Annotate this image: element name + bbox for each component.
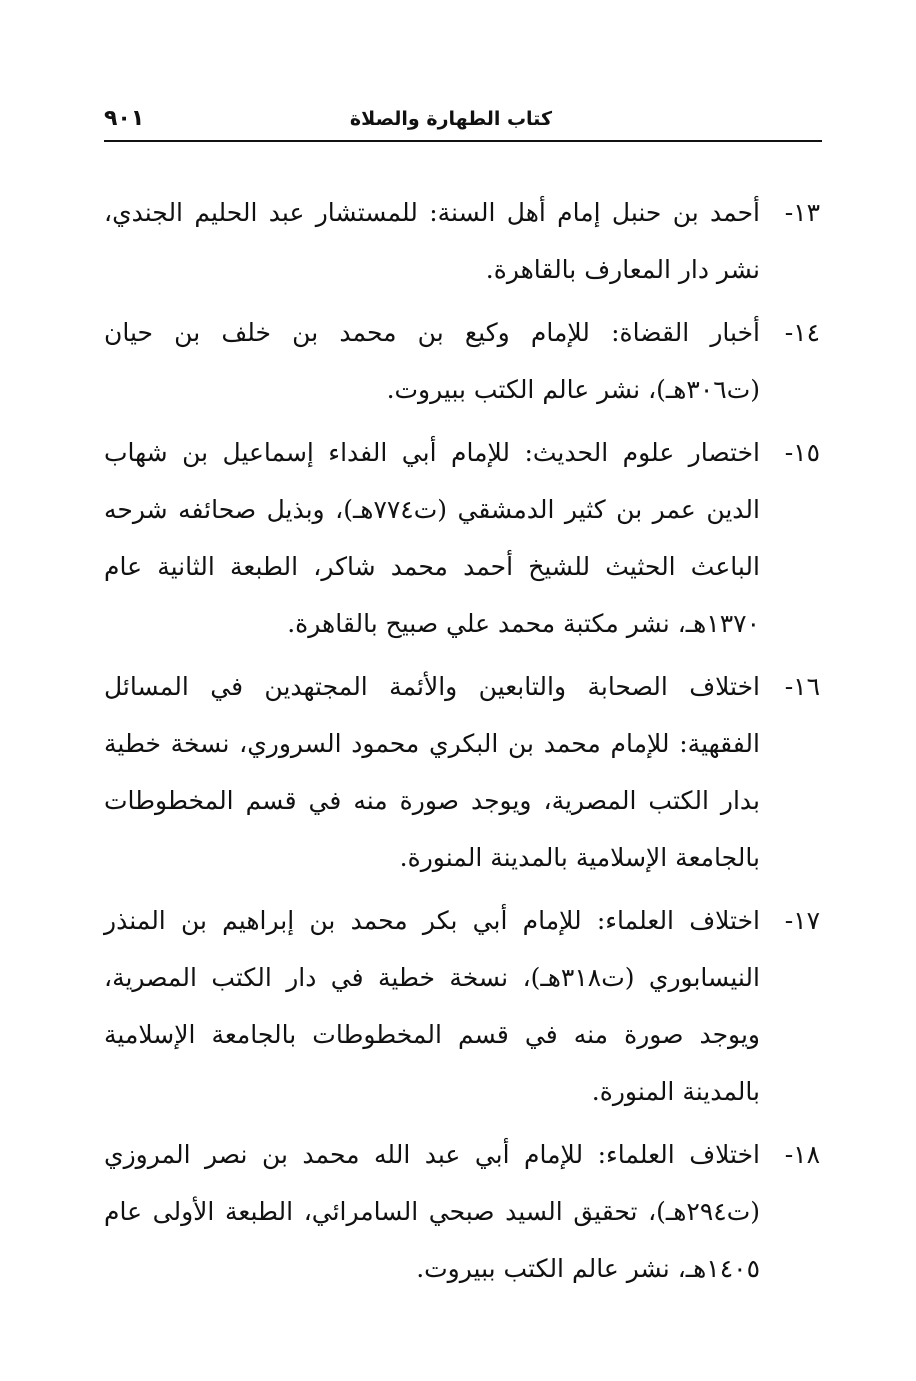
entry-number: ١٦- <box>784 672 820 701</box>
bibliography-entry <box>104 1126 820 1297</box>
bibliography-entry <box>104 304 820 418</box>
entry-number: ١٧- <box>784 906 820 935</box>
running-header-title: كتاب الطهارة والصلاة <box>349 108 552 130</box>
bibliography-entry <box>104 184 820 298</box>
bibliography-entry <box>104 424 820 652</box>
entry-number: ١٨- <box>784 1140 820 1169</box>
entry-number: ١٣- <box>784 198 820 227</box>
entry-text: اختلاف العلماء: للإمام أبي بكر محمد بن إبراهيم بن المنذر النيسابوري (ت٣١٨هـ)، نسخة خطية في دار الكتب المصرية، ويوجد صورة منه في قسم المخطوطات بالجامعة الإسلامية بالمدينة المنورة. <box>104 906 760 1106</box>
entry-text: اختلاف الصحابة والتابعين والأئمة المجتهدين في المسائل الفقهية: للإمام محمد بن البكري محمود السروري، نسخة خطية بدار الكتب المصرية، ويوجد صورة منه في قسم المخطوطات بالجامعة الإسلامية بالمدينة المنورة. <box>104 672 760 872</box>
entry-text: اختلاف العلماء: للإمام أبي عبد الله محمد بن نصر المروزي (ت٢٩٤هـ)، تحقيق السيد صبحي السامرائي، الطبعة الأولى عام ١٤٠٥هـ، نشر عالم الكتب ببيروت. <box>104 1140 760 1283</box>
running-header <box>104 103 822 139</box>
header-rule <box>104 140 822 142</box>
entry-text: اختصار علوم الحديث: للإمام أبي الفداء إسماعيل بن شهاب الدين عمر بن كثير الدمشقي (ت٧٧٤هـ)، وبذيل صحائفه شرحه الباعث الحثيث للشيخ أحمد محمد شاكر، الطبعة الثانية عام ١٣٧٠هـ، نشر مكتبة محمد علي صبيح بالقاهرة. <box>104 438 760 638</box>
entry-number: ١٥- <box>784 438 820 467</box>
bibliography-entry <box>104 892 820 1120</box>
bibliography-list <box>104 184 820 1303</box>
page-number: ٩٠١ <box>104 106 145 131</box>
entry-text: أحمد بن حنبل إمام أهل السنة: للمستشار عبد الحليم الجندي، نشر دار المعارف بالقاهرة. <box>104 198 760 284</box>
bibliography-entry <box>104 658 820 886</box>
entry-number: ١٤- <box>784 318 820 347</box>
entry-text: أخبار القضاة: للإمام وكيع بن محمد بن خلف بن حيان (ت٣٠٦هـ)، نشر عالم الكتب ببيروت. <box>104 318 760 404</box>
